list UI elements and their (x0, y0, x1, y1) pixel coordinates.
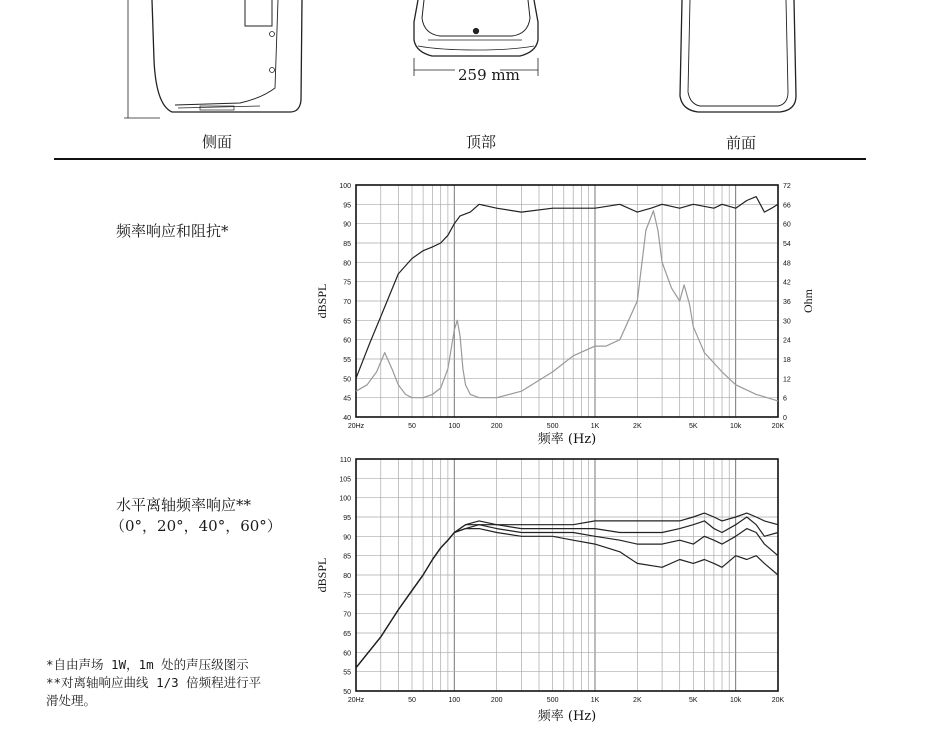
y2-tick-label: 66 (783, 202, 791, 210)
footnote-line: **对离轴响应曲线 1/3 倍频程进行平 (46, 675, 262, 690)
y2-tick-label: 54 (783, 241, 791, 248)
x-tick-label: 500 (546, 697, 559, 704)
y-tick-label: 60 (343, 337, 351, 345)
y-tick-label: 65 (343, 318, 351, 326)
y-tick-label: 95 (343, 515, 351, 522)
y-tick-label: 70 (343, 299, 351, 306)
side-view-label: 侧面 (202, 133, 233, 151)
y-tick-label: 110 (339, 457, 351, 464)
y2-tick-label: 36 (783, 299, 791, 306)
y-tick-label: 40 (343, 415, 351, 422)
x-tick-label: 10k (730, 697, 742, 704)
x-tick-label: 10k (730, 423, 742, 430)
y-tick-label: 100 (339, 495, 351, 503)
y-tick-label: 85 (343, 553, 351, 561)
y-axis-title: dBSPL (315, 283, 329, 319)
y-tick-label: 75 (343, 592, 351, 600)
x-tick-label: 200 (490, 697, 503, 704)
top-view-label: 顶部 (466, 133, 497, 151)
x-tick-label: 50 (408, 423, 416, 430)
y-tick-label: 60 (343, 650, 351, 658)
x-tick-label: 1K (590, 697, 600, 704)
y-tick-label: 80 (343, 573, 351, 580)
y-tick-label: 105 (339, 476, 351, 484)
x-tick-label: 1K (590, 423, 600, 430)
y-tick-label: 100 (339, 183, 351, 190)
y2-tick-label: 48 (783, 260, 791, 268)
off-axis-title: 水平离轴频率响应** (116, 496, 252, 514)
y2-tick-label: 24 (783, 337, 791, 345)
x-tick-label: 20Hz (347, 423, 365, 430)
series-line-4 (356, 529, 778, 668)
x-tick-label: 500 (546, 423, 559, 430)
y-tick-label: 75 (343, 279, 351, 287)
y2-tick-label: 60 (783, 221, 791, 229)
y2-tick-label: 42 (783, 279, 791, 287)
y-tick-label: 80 (343, 260, 351, 268)
y-tick-label: 45 (343, 395, 351, 403)
y-tick-label: 95 (343, 202, 351, 210)
x-tick-label: 50 (408, 697, 416, 704)
x-tick-label: 2K (633, 423, 642, 430)
y-tick-label: 65 (343, 631, 351, 638)
series-line-3 (356, 525, 778, 668)
y2-tick-label: 72 (783, 183, 791, 190)
y-tick-label: 70 (343, 611, 351, 619)
y2-tick-label: 6 (783, 395, 787, 403)
y2-axis-title: Ohm (801, 289, 815, 313)
y-tick-label: 50 (343, 376, 351, 384)
y-tick-label: 50 (343, 689, 351, 696)
freq-impedance-title: 频率响应和阻抗* (116, 222, 229, 240)
x-tick-label: 100 (448, 697, 461, 704)
footnote-line: 滑处理。 (46, 693, 97, 708)
y-axis-title: dBSPL (315, 557, 329, 593)
y-tick-label: 90 (343, 221, 351, 229)
x-tick-label: 2K (633, 697, 642, 704)
dimension-label: 259 mm (458, 66, 520, 84)
x-axis-title: 频率 (Hz) (537, 709, 597, 724)
front-view-label: 前面 (726, 134, 757, 152)
y2-tick-label: 12 (783, 376, 791, 384)
x-tick-label: 20K (771, 423, 785, 430)
footnote-line: *自由声场 1W，1m 处的声压级图示 (46, 657, 249, 672)
y-tick-label: 85 (343, 241, 351, 248)
x-tick-label: 5K (689, 423, 698, 430)
off-axis-subtitle: （0°，20°，40°，60°） (110, 517, 282, 535)
y-tick-label: 90 (343, 534, 351, 542)
y2-tick-label: 18 (783, 357, 791, 364)
x-tick-label: 5K (689, 697, 698, 704)
y2-tick-label: 0 (783, 415, 787, 422)
x-tick-label: 20Hz (347, 697, 365, 704)
x-tick-label: 20K (771, 697, 785, 704)
y-tick-label: 55 (343, 669, 351, 677)
y2-tick-label: 30 (783, 318, 791, 326)
x-tick-label: 200 (490, 423, 503, 430)
x-tick-label: 100 (448, 423, 461, 430)
y-tick-label: 55 (343, 357, 351, 364)
x-axis-title: 频率 (Hz) (537, 432, 597, 447)
series-line-2 (356, 211, 778, 401)
